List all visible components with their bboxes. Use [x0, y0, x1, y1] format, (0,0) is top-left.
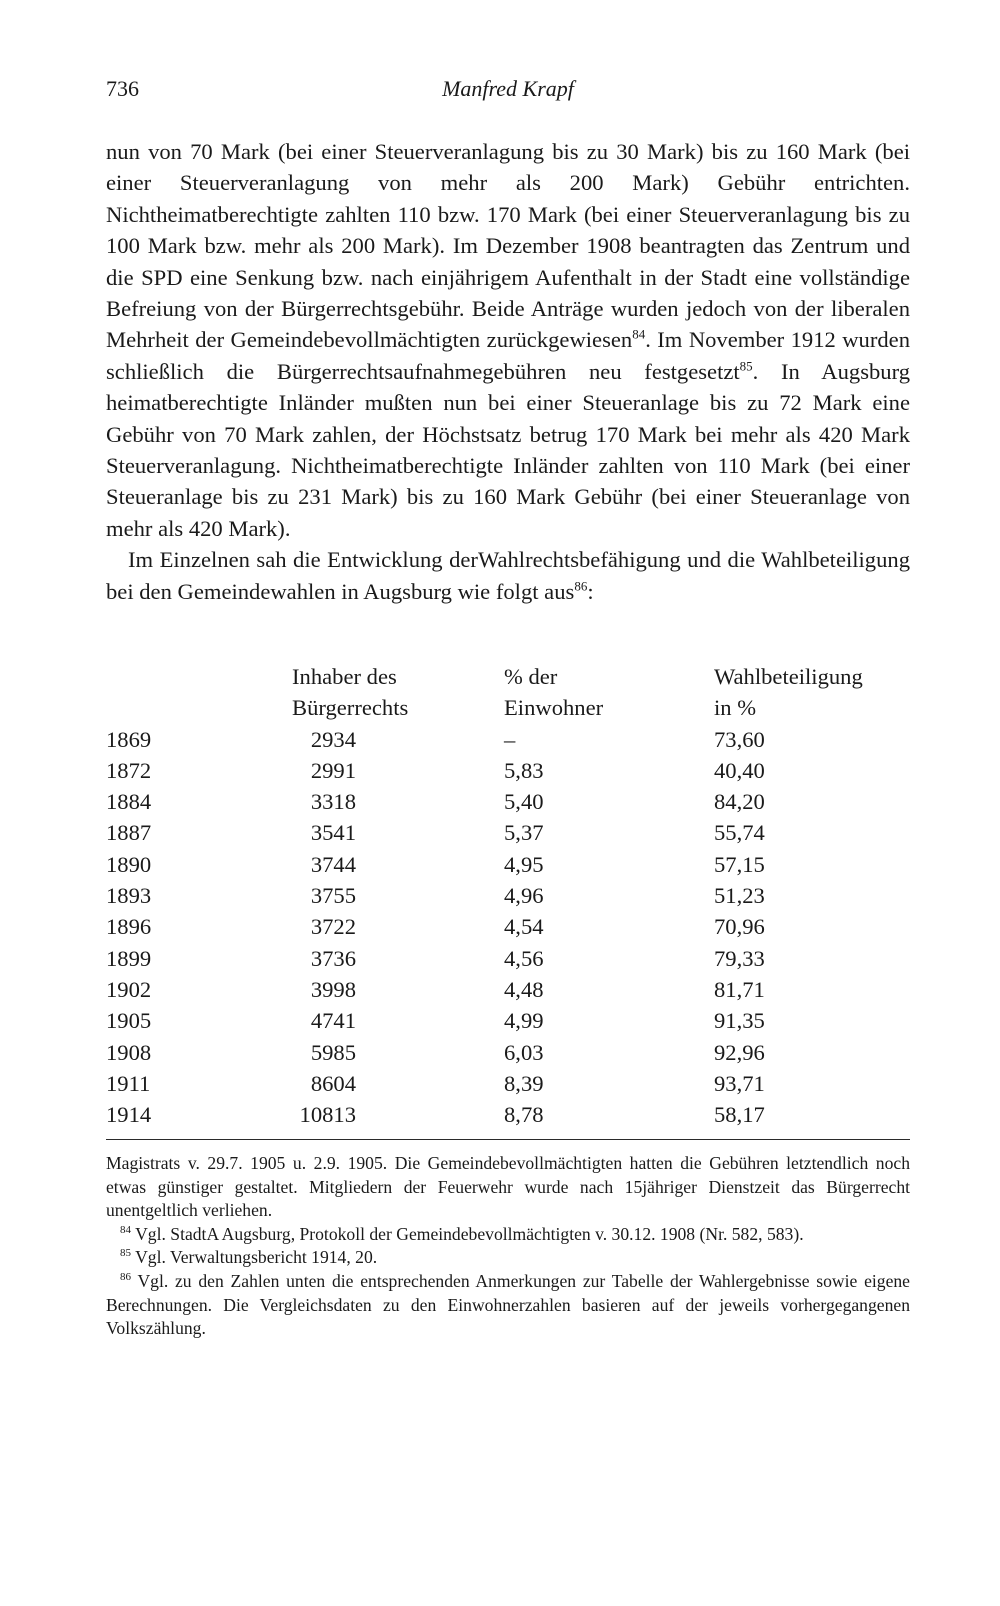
participation-cell: 70,96 — [714, 914, 765, 940]
table-row — [106, 1040, 916, 1071]
footnote-continuation: Magistrats v. 29.7. 1905 u. 2.9. 1905. Die Gemeindebevollmächtigten hatten die Gebühren letztendlich noch etwas günstiger gestaltet. Mitgliedern der Feuerwehr wurde nach 15jähriger Dienstzeit das Bürgerrecht unentgeltlich verliehen. — [106, 1153, 910, 1221]
holders-cell: 2991 — [310, 757, 356, 783]
paragraph-2-tail: : — [587, 578, 594, 604]
participation-cell: 91,35 — [714, 1008, 765, 1034]
holders-cell: 3998 — [310, 976, 356, 1002]
footnote-86 — [106, 1270, 910, 1341]
footnote-86-number: 86 — [120, 1271, 131, 1284]
table-row — [106, 1071, 916, 1102]
year-cell: 1911 — [106, 1070, 151, 1096]
header-participation-line-1: Wahlbeteiligung — [714, 664, 863, 689]
table-body — [106, 727, 916, 1134]
year-cell: 1914 — [106, 1102, 152, 1128]
holders-cell: 10813 — [299, 1102, 356, 1128]
pct-cell: 5,40 — [504, 789, 544, 815]
participation-cell: 84,20 — [714, 789, 765, 815]
participation-cell: 92,96 — [714, 1039, 765, 1065]
year-cell: 1887 — [106, 820, 152, 846]
pct-cell: 4,56 — [504, 945, 544, 971]
holders-cell: 3318 — [310, 789, 356, 815]
footnote-85 — [106, 1246, 910, 1270]
pct-cell: 5,83 — [504, 757, 544, 783]
year-cell: 1884 — [106, 789, 152, 815]
table-row — [106, 914, 916, 945]
year-cell: 1908 — [106, 1039, 152, 1065]
footnote-rule — [106, 1139, 910, 1140]
pct-cell: 8,39 — [504, 1070, 544, 1096]
footnote-ref-85: 85 — [739, 358, 753, 374]
holders-cell: 3736 — [310, 945, 356, 971]
table-row — [106, 852, 916, 883]
header-participation-line-2: in % — [714, 695, 757, 721]
footnote-85-number: 85 — [120, 1247, 131, 1260]
table-row — [106, 758, 916, 789]
participation-cell: 58,17 — [714, 1102, 765, 1128]
footnote-84-text: Vgl. StadtA Augsburg, Protokoll der Gemeindebevollmächtigten v. 30.12. 1908 (Nr. 582, 583). — [135, 1223, 804, 1244]
voting-table — [106, 664, 916, 1133]
holders-cell: 2934 — [310, 726, 356, 752]
pct-cell: – — [504, 726, 516, 752]
page-number: 736 — [106, 76, 139, 101]
table-row — [106, 1008, 916, 1039]
table-row — [106, 789, 916, 820]
pct-cell: 4,95 — [504, 851, 544, 877]
running-title: Manfred Krapf — [442, 76, 574, 101]
holders-cell: 3744 — [310, 851, 356, 877]
holders-cell: 8604 — [310, 1070, 356, 1096]
year-cell: 1893 — [106, 883, 152, 909]
holders-cell: 3755 — [310, 883, 356, 909]
table-header-row-1 — [106, 664, 916, 695]
header-holders-line-1: Inhaber des — [292, 664, 397, 689]
header-holders-line-2: Bürgerrechts — [292, 695, 409, 721]
pct-cell: 5,37 — [504, 820, 544, 846]
footnote-84-number: 84 — [120, 1223, 131, 1236]
body-text — [106, 136, 910, 607]
header-pct-line-1: % der — [504, 664, 558, 689]
table-row — [106, 946, 916, 977]
pct-cell: 8,78 — [504, 1102, 544, 1128]
year-cell: 1896 — [106, 914, 152, 940]
year-cell: 1899 — [106, 945, 152, 971]
participation-cell: 40,40 — [714, 757, 765, 783]
table-row — [106, 1102, 916, 1133]
footnote-85-text: Vgl. Verwaltungsbericht 1914, 20. — [135, 1247, 378, 1268]
table-row — [106, 727, 916, 758]
table-row — [106, 820, 916, 851]
pct-cell: 4,96 — [504, 883, 544, 909]
participation-cell: 55,74 — [714, 820, 765, 846]
holders-cell: 3722 — [310, 914, 356, 940]
paragraph-1 — [106, 136, 910, 544]
participation-cell: 51,23 — [714, 883, 765, 909]
year-cell: 1872 — [106, 757, 152, 783]
footnotes — [106, 1152, 910, 1341]
paragraph-1-part-3: . In Augsburg heimatberechtigte Inländer mußten nun bei einer Steueranlage bis zu 72 Mark eine Gebühr von 70 Mark zahlen, der Höchstsatz betrug 170 Mark bei mehr als 420 Mark Steuerveranlagung. Nichtheimatberechtigte Inländer zahlten von 110 Mark (bei einer Steueranlage bis zu 231 Mark) bis zu 160 Mark Gebühr (bei einer Steueranlage von mehr als 420 Mark). — [106, 358, 910, 541]
pct-cell: 4,48 — [504, 976, 544, 1002]
holders-cell: 4741 — [310, 1008, 356, 1034]
pct-cell: 4,54 — [504, 914, 544, 940]
paragraph-2 — [106, 544, 910, 607]
pct-cell: 6,03 — [504, 1039, 544, 1065]
year-cell: 1869 — [106, 726, 152, 752]
footnote-86-text: Vgl. zu den Zahlen unten die entsprechenden Anmerkungen zur Tabelle der Wahlergebnisse sowie eigene Berechnungen. Die Vergleichsdaten zu den Einwohnerzahlen basieren auf der jeweils vorhergegangenen Volkszählung. — [106, 1270, 910, 1339]
participation-cell: 73,60 — [714, 726, 765, 752]
holders-cell: 3541 — [310, 820, 356, 846]
footnote-ref-84: 84 — [632, 326, 646, 342]
paragraph-1-part-1: nun von 70 Mark (bei einer Steuerveranlagung bis zu 30 Mark) bis zu 160 Mark (bei einer Steuerveranlagung von mehr als 200 Mark) Gebühr entrichten. Nichtheimatberechtigte zahlten 110 bzw. 170 Mark (bei einer Steuerveranlagung bis zu 100 Mark bzw. mehr als 200 Mark). Im Dezember 1908 beantragten das Zentrum und die SPD eine Senkung bzw. nach einjährigem Aufenthalt in der Stadt eine vollständige Befreiung von der Bürgerrechtsgebühr. Beide Anträge wurden jedoch von der liberalen Mehrheit der Gemeindebevollmächtigten zurückgewiesen — [106, 139, 910, 353]
year-cell: 1905 — [106, 1008, 152, 1034]
header-pct-line-2: Einwohner — [504, 695, 604, 721]
footnote-84 — [106, 1223, 910, 1247]
pct-cell: 4,99 — [504, 1008, 544, 1034]
table-header-row-2 — [106, 695, 916, 726]
footnote-ref-86: 86 — [574, 578, 588, 594]
participation-cell: 93,71 — [714, 1070, 765, 1096]
year-cell: 1890 — [106, 851, 152, 877]
paragraph-2-text: Im Einzelnen sah die Entwicklung derWahlrechtsbefähigung und die Wahlbeteiligung bei den Gemeindewahlen in Augsburg wie folgt aus — [106, 547, 910, 604]
participation-cell: 57,15 — [714, 851, 765, 877]
holders-cell: 5985 — [310, 1039, 356, 1065]
table-row — [106, 977, 916, 1008]
participation-cell: 79,33 — [714, 945, 765, 971]
table-row — [106, 883, 916, 914]
year-cell: 1902 — [106, 976, 152, 1002]
running-head — [106, 76, 910, 108]
participation-cell: 81,71 — [714, 976, 765, 1002]
paragraph-1-part-2: . Im November 1912 wurden schließlich die Bürgerrechtsaufnahmegebühren neu festgesetzt — [106, 327, 910, 384]
